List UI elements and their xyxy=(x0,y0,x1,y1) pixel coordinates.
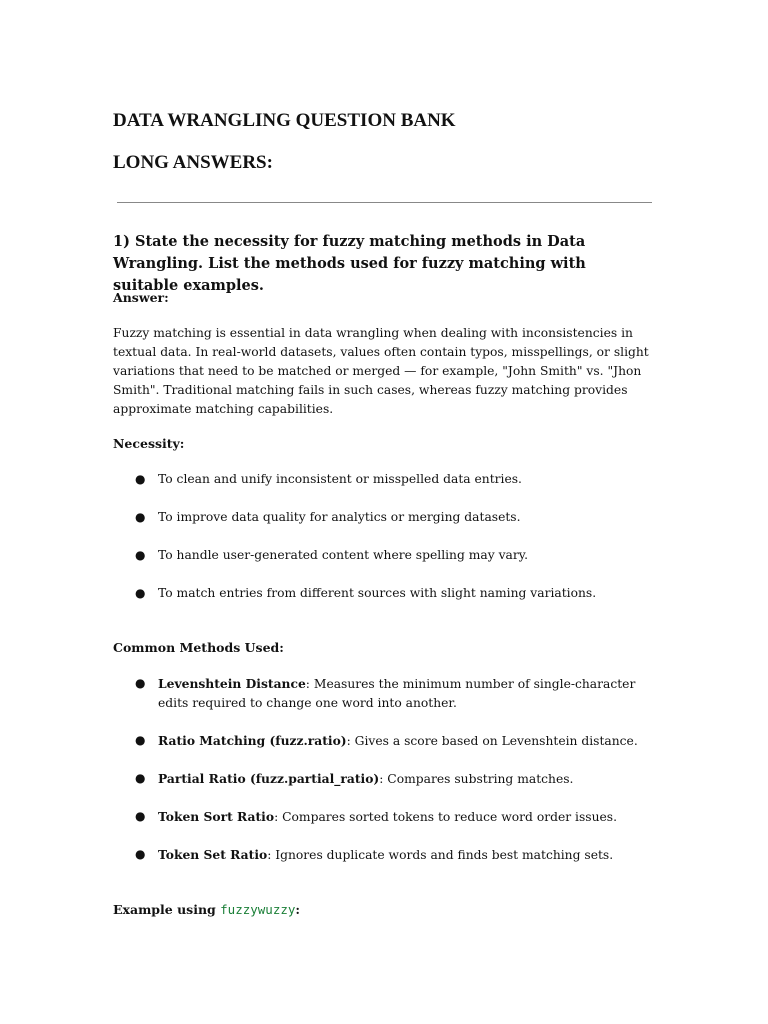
necessity-item-text: To improve data quality for analytics or merging datasets. xyxy=(158,510,521,524)
bullet-icon: ● xyxy=(135,510,146,524)
method-name: Partial Ratio (fuzz.partial_ratio) xyxy=(158,771,380,786)
necessity-item-text: To clean and unify inconsistent or misspelled data entries. xyxy=(158,472,522,486)
method-name: Token Sort Ratio xyxy=(158,809,275,824)
method-name: Token Set Ratio xyxy=(158,847,268,862)
answer-label: Answer: xyxy=(113,290,169,305)
methods-label: Common Methods Used: xyxy=(113,640,284,655)
bullet-icon: ● xyxy=(135,733,146,747)
method-description: : Compares substring matches. xyxy=(379,772,574,786)
method-description: : Gives a score based on Levenshtein distance. xyxy=(346,734,638,748)
document-title: DATA WRANGLING QUESTION BANK xyxy=(113,110,456,131)
bullet-icon: ● xyxy=(135,586,146,600)
bullet-icon: ● xyxy=(135,548,146,562)
section-subtitle: LONG ANSWERS: xyxy=(113,152,273,173)
bullet-icon: ● xyxy=(135,847,146,861)
answer-paragraph: Fuzzy matching is essential in data wrangling when dealing with inconsistencies in textual data. In real-world datasets, values often contain typos, misspellings, or slight variations that need to be matched or merged — for example, "John Smith" vs. "Jhon Smith". Traditional matching fails in such cases, whereas fuzzy matching provides approximate matching capabilities. xyxy=(113,326,649,416)
necessity-item-text: To match entries from different sources with slight naming variations. xyxy=(158,586,597,600)
example-label-suffix: : xyxy=(295,902,301,917)
example-label-prefix: Example using xyxy=(113,902,221,917)
method-description: : Compares sorted tokens to reduce word order issues. xyxy=(274,810,618,824)
bullet-icon: ● xyxy=(135,676,146,690)
bullet-icon: ● xyxy=(135,771,146,785)
bullet-icon: ● xyxy=(135,809,146,823)
necessity-item-text: To handle user-generated content where spelling may vary. xyxy=(158,548,528,562)
horizontal-divider xyxy=(117,202,652,203)
method-name: Ratio Matching (fuzz.ratio) xyxy=(158,733,347,748)
necessity-label: Necessity: xyxy=(113,436,185,451)
question-heading: 1) State the necessity for fuzzy matching methods in Data Wrangling. List the methods used for fuzzy matching with suitable examples. xyxy=(113,233,586,294)
method-name: Levenshtein Distance xyxy=(158,676,306,691)
method-description: : Measures the minimum number of single-character edits required to change one word into another. xyxy=(158,677,636,710)
bullet-icon: ● xyxy=(135,472,146,486)
example-code-name: fuzzywuzzy xyxy=(220,902,296,917)
example-label xyxy=(113,902,300,917)
method-description: : Ignores duplicate words and finds best matching sets. xyxy=(267,848,614,862)
